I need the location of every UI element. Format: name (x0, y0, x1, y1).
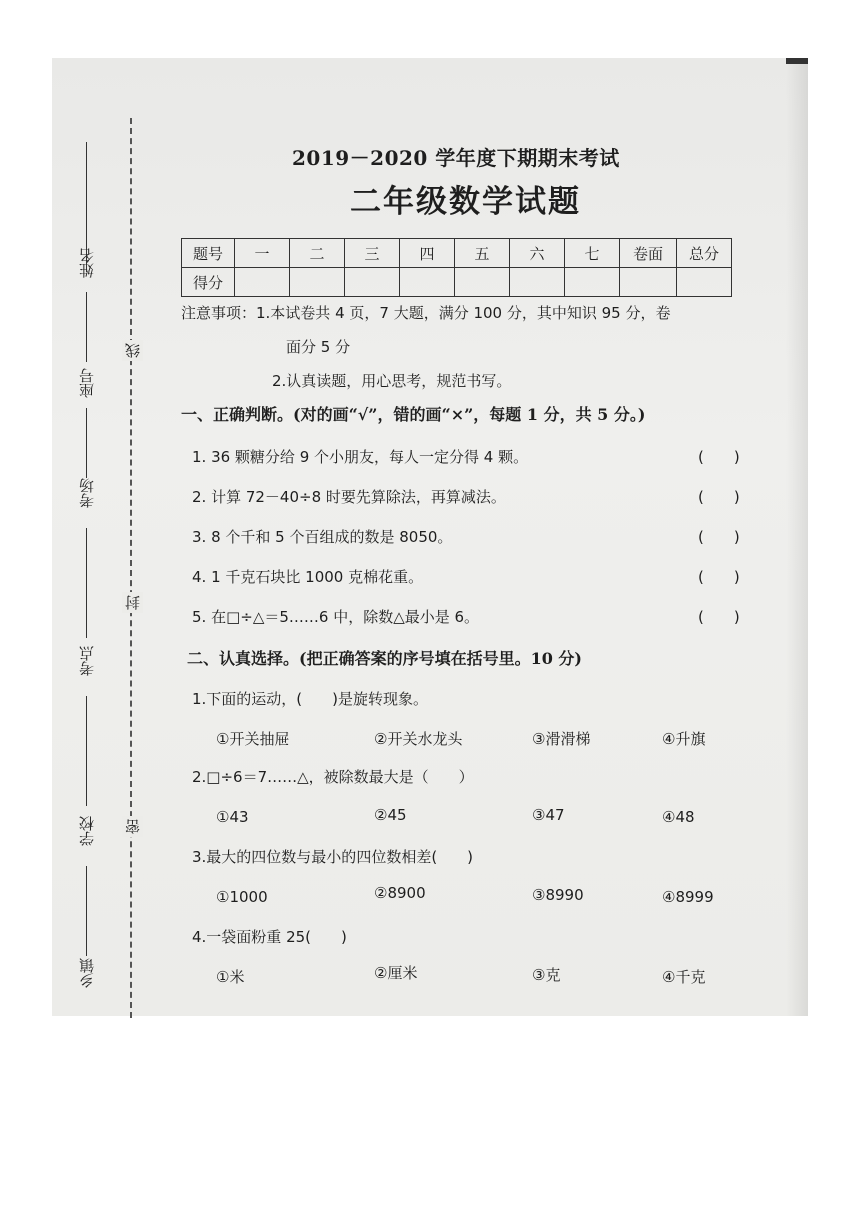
score-cell: 三 (345, 239, 400, 268)
score-input-cell[interactable] (677, 268, 732, 297)
binding-label-room: 考场 (78, 478, 96, 508)
score-input-cell[interactable] (510, 268, 565, 297)
binding-label-seat: 座号 (78, 368, 96, 398)
exam-subtitle: 2019－2020 学年度下期期末考试 (292, 146, 620, 170)
score-input-cell[interactable] (620, 268, 677, 297)
choice-option[interactable]: ②厘米 (374, 964, 418, 982)
choice-option[interactable]: ①43 (216, 808, 249, 826)
score-input-cell[interactable] (455, 268, 510, 297)
score-cell: 卷面 (620, 239, 677, 268)
judgement-item-4: 4. 1 千克石块比 1000 克棉花重。 (192, 568, 424, 586)
seal-word-seal: 封 (122, 592, 143, 613)
choice-option[interactable]: ③克 (532, 966, 561, 984)
judgement-item-3: 3. 8 个千和 5 个百组成的数是 8050。 (192, 528, 453, 546)
choice-option[interactable]: ③47 (532, 806, 565, 824)
answer-paren-3[interactable]: ( ) (698, 528, 740, 546)
room-fill-line (86, 408, 87, 478)
score-input-cell[interactable] (290, 268, 345, 297)
paper-corner-mark (786, 58, 808, 64)
exam-title: 二年级数学试题 (350, 184, 581, 220)
choice-option[interactable]: ②45 (374, 806, 407, 824)
notes-line-2: 面分 5 分 (286, 338, 351, 356)
score-table (181, 238, 732, 297)
binding-label-town: 乡镇 (78, 958, 96, 988)
judgement-item-2: 2. 计算 72－40÷8 时要先算除法，再算减法。 (192, 488, 506, 506)
seal-word-secret: 密 (122, 816, 143, 837)
score-table-header-row (182, 239, 732, 268)
score-cell: 四 (400, 239, 455, 268)
choice-question-2: 2.□÷6＝7……△，被除数最大是（ ） (192, 768, 474, 786)
score-cell: 七 (565, 239, 620, 268)
score-cell: 一 (235, 239, 290, 268)
answer-paren-2[interactable]: ( ) (698, 488, 740, 506)
seat-fill-line (86, 292, 87, 362)
score-cell: 题号 (182, 239, 235, 268)
binding-label-site: 考点 (78, 646, 96, 676)
school-fill-line (86, 696, 87, 806)
answer-paren-4[interactable]: ( ) (698, 568, 740, 586)
answer-paren-5[interactable]: ( ) (698, 608, 740, 626)
choice-option[interactable]: ③8990 (532, 886, 584, 904)
binding-label-school: 学校 (78, 816, 96, 846)
score-input-cell[interactable] (400, 268, 455, 297)
choice-option[interactable]: ②开关水龙头 (374, 730, 463, 748)
score-input-cell[interactable] (345, 268, 400, 297)
section2-heading: 二、认真选择。(把正确答案的序号填在括号里。10 分) (187, 649, 582, 668)
score-cell: 五 (455, 239, 510, 268)
choice-question-4: 4.一袋面粉重 25( ) (192, 928, 347, 946)
seal-word-line: 线 (122, 340, 143, 361)
choice-question-1: 1.下面的运动，( )是旋转现象。 (192, 690, 429, 708)
choice-option[interactable]: ④升旗 (662, 730, 706, 748)
choice-question-3: 3.最大的四位数与最小的四位数相差( ) (192, 848, 474, 866)
choice-option[interactable]: ③滑滑梯 (532, 730, 591, 748)
score-cell: 二 (290, 239, 345, 268)
binding-label-name: 姓名 (78, 248, 96, 278)
score-input-cell[interactable] (235, 268, 290, 297)
judgement-item-1: 1. 36 颗糖分给 9 个小朋友，每人一定分得 4 颗。 (192, 448, 529, 466)
choice-option[interactable]: ④千克 (662, 968, 706, 986)
section1-heading: 一、正确判断。(对的画“√”，错的画“×”，每题 1 分，共 5 分。) (181, 405, 646, 424)
choice-option[interactable]: ①开关抽屉 (216, 730, 290, 748)
notes-line-1: 注意事项：1.本试卷共 4 页，7 大题，满分 100 分，其中知识 95 分，卷 (181, 304, 671, 322)
paper-edge-shadow (786, 58, 808, 1016)
score-cell: 六 (510, 239, 565, 268)
site-fill-line (86, 528, 87, 638)
choice-option[interactable]: ④48 (662, 808, 695, 826)
binding-dashed-line (130, 118, 132, 1018)
score-input-cell[interactable] (565, 268, 620, 297)
score-row-label: 得分 (182, 268, 235, 297)
choice-option[interactable]: ①米 (216, 968, 245, 986)
score-cell: 总分 (677, 239, 732, 268)
answer-paren-1[interactable]: ( ) (698, 448, 740, 466)
judgement-item-5: 5. 在□÷△＝5……6 中，除数△最小是 6。 (192, 608, 480, 626)
notes-line-3: 2.认真读题，用心思考，规范书写。 (272, 372, 512, 390)
choice-option[interactable]: ②8900 (374, 884, 426, 902)
score-table-score-row (182, 268, 732, 297)
choice-option[interactable]: ④8999 (662, 888, 714, 906)
town-fill-line (86, 866, 87, 956)
choice-option[interactable]: ①1000 (216, 888, 268, 906)
